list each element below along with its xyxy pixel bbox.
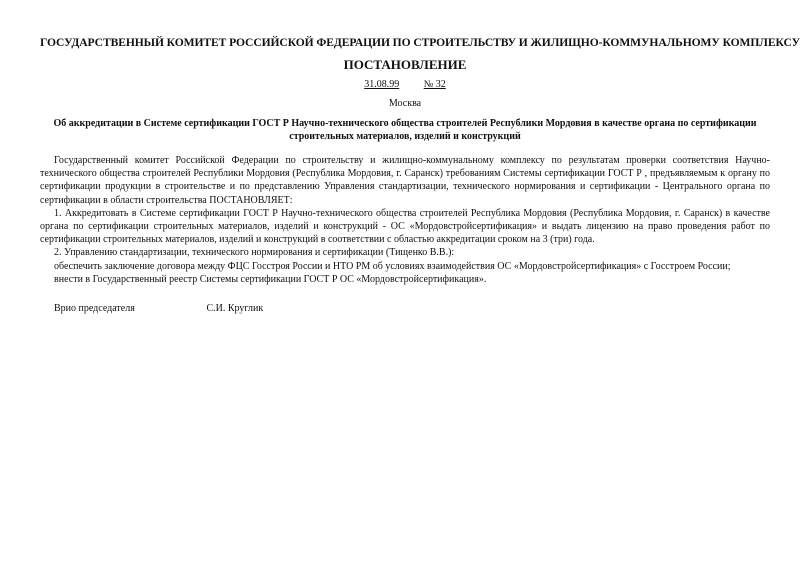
document-city: Москва: [388, 98, 422, 109]
document-date: 31.08.99: [364, 79, 400, 90]
signature-block: [40, 302, 770, 315]
document-number: № 32: [423, 79, 446, 90]
document-meta: [40, 79, 770, 91]
document-subject: Об аккредитации в Системе сертификации ГОСТ Р Научно-технического общества строителей Республики Мордовия в качестве органа по сертификации строительных материалов, изделий и конструкций: [53, 118, 757, 142]
paragraph-item-2: 2. Управлению стандартизации, технического нормирования и сертификации (Тищенко В.В.):: [54, 247, 455, 259]
paragraph-preamble: Государственный комитет Российской Федерации по строительству и жилищно-коммунальному комплексу по результатам проверки соответствия Научно-технического общества строителей Республики Мордовия (Республика Мордовия, г. Саранск) требованиям Системы сертификации ГОСТ Р , предъявляемым к органу по сертификации продукции в строительстве и по представлению Управления стандартизации, технического нормирования и сертификации - Центрального органа по сертификации в области строительства ПОСТАНОВЛЯЕТ:: [40, 155, 770, 206]
document-page: [40, 36, 801, 315]
issuer-header: ГОСУДАРСТВЕННЫЙ КОМИТЕТ РОССИЙСКОЙ ФЕДЕРАЦИИ ПО СТРОИТЕЛЬСТВУ И ЖИЛИЩНО-КОММУНАЛЬНОМУ КОМПЛЕКСУ: [40, 36, 801, 49]
document-title: ПОСТАНОВЛЕНИЕ: [343, 57, 467, 72]
document-body: [40, 154, 770, 286]
paragraph-item-2-sub-2: внести в Государственный реестр Системы сертификации ГОСТ Р ОС «Мордовстройсертификация».: [54, 273, 487, 285]
paragraph-item-2-sub-1: обеспечить заключение договора между ФЦС Госстроя России и НТО РМ об условиях взаимодействия ОС «Мордовстройсертификация» с Госстроем России;: [54, 260, 731, 272]
signatory-name: С.И. Круглик: [206, 303, 264, 315]
paragraph-item-1: 1. Аккредитовать в Системе сертификации ГОСТ Р Научно-технического общества строителей Республика Мордовия (Республика Мордовия, г. Саранск) в качестве органа по сертификации строительных материалов, изделий и конструкций - ОС «Мордовстройсертификация» и выдать лицензию на право проведения работ по сертификации строительных материалов, изделий и конструкций в соответствии с областью аккредитации сроком на 3 (три) года.: [40, 207, 770, 246]
signatory-role: Врио председателя: [54, 303, 135, 315]
